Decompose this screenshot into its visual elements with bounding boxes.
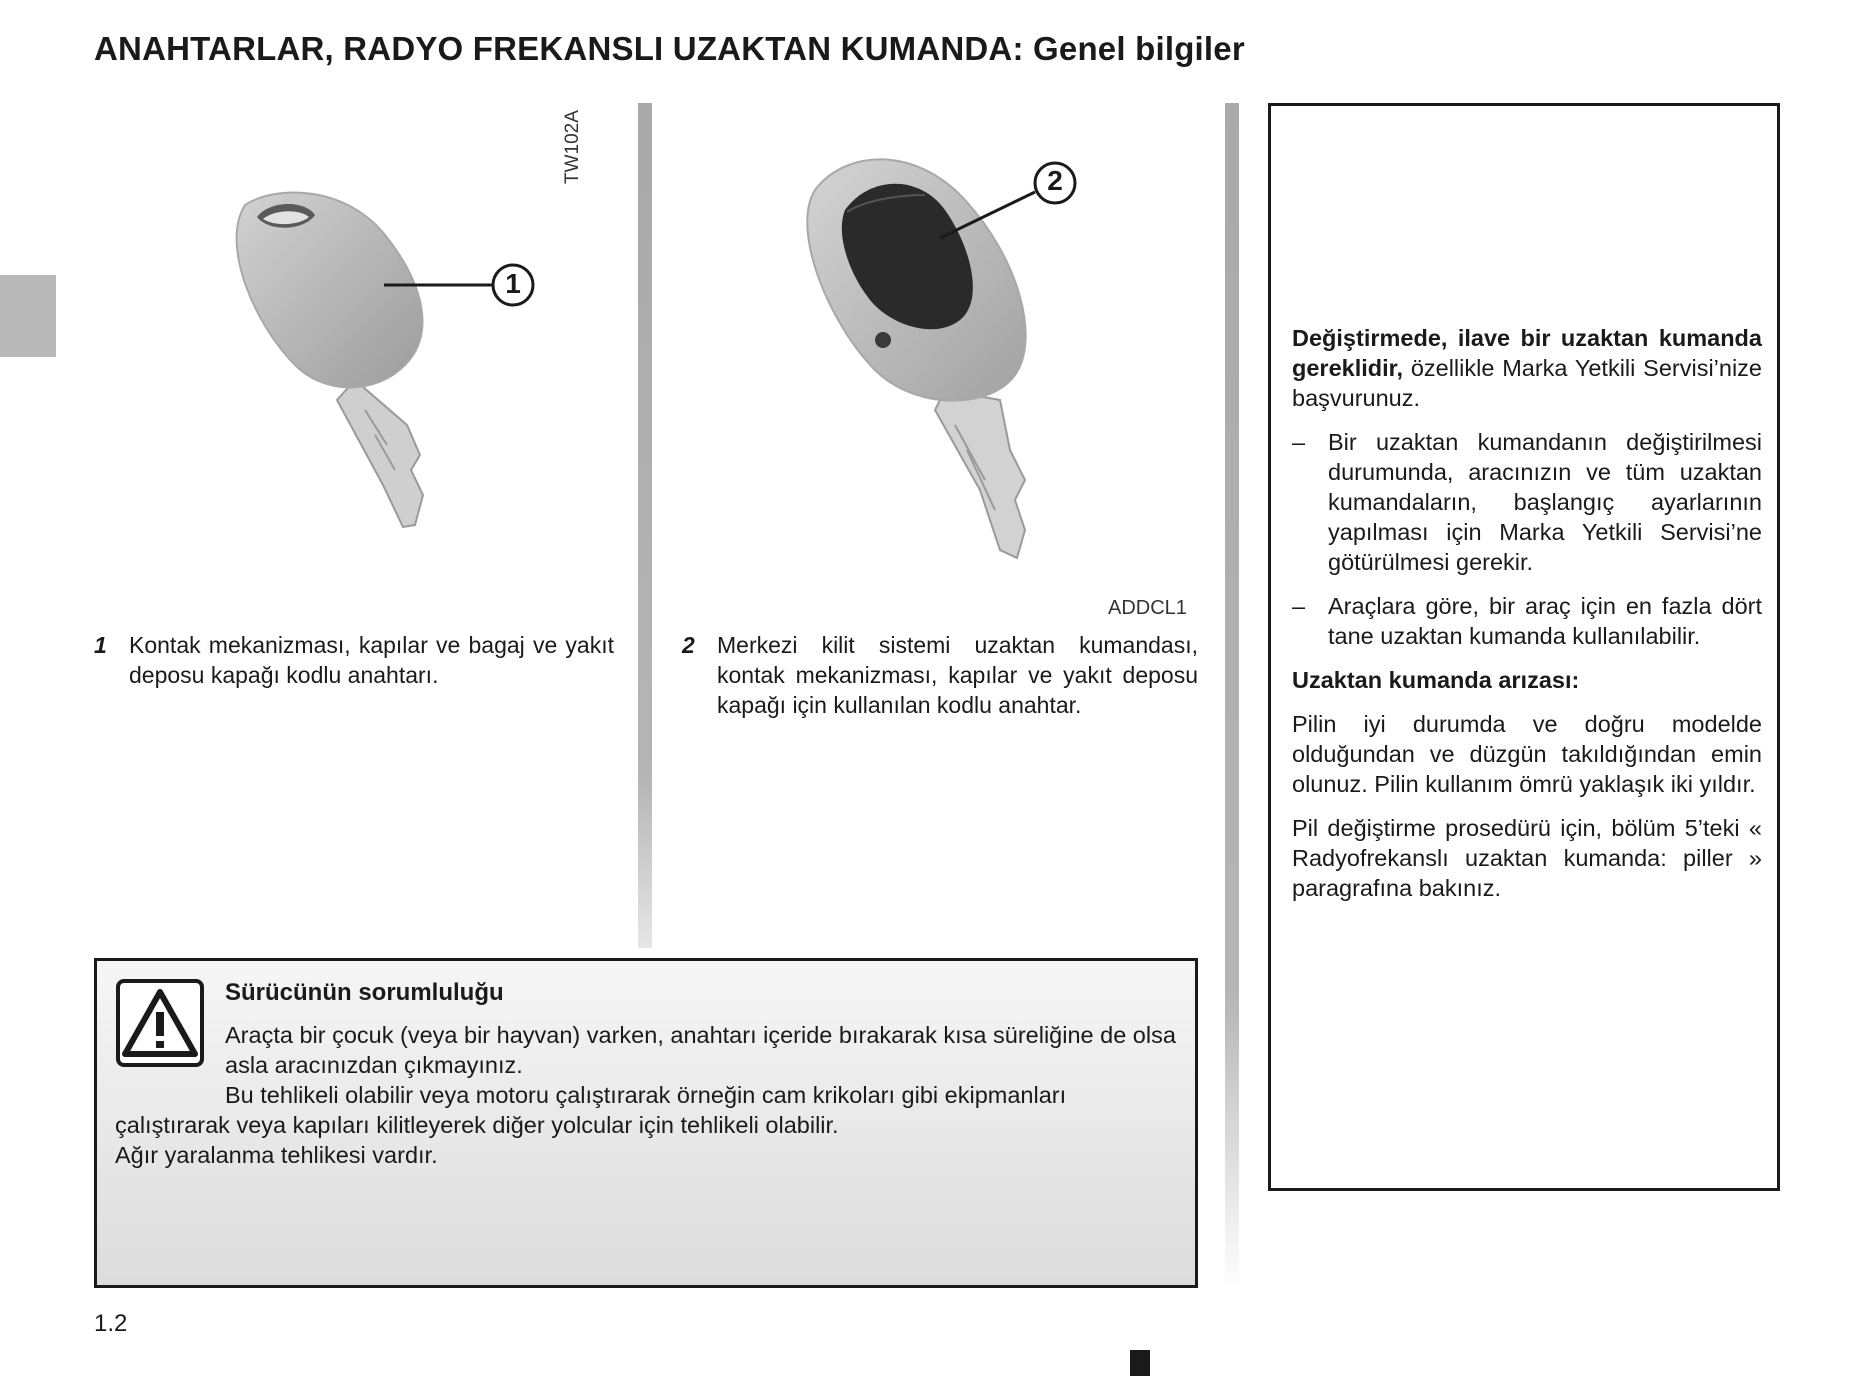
section-tab-marker: [0, 275, 56, 357]
page-number: 1.2: [94, 1310, 128, 1337]
fault-heading: Uzaktan kumanda arızası:: [1292, 667, 1580, 693]
warning-title: Sürücünün sorumluluğu: [225, 979, 504, 1006]
warning-line: Bu tehlikeli olabilir veya motoru çalıştırarak örneğin cam krikoları gibi ekipmanları çalıştırarak veya kapıları kilitleyerek diğer yolcular için tehlikeli olabilir.: [115, 1082, 1067, 1138]
callout-label-2: 2: [1047, 165, 1063, 196]
warning-box: [94, 958, 1198, 1288]
page-title: ANAHTARLAR, RADYO FREKANSLI UZAKTAN KUMANDA: Genel bilgiler: [94, 30, 1245, 67]
figure-caption-1: [94, 630, 614, 690]
page-edge-marker: [1130, 1350, 1150, 1376]
plain-key-illustration: [215, 185, 555, 545]
figure-code: ADDCL1: [1108, 597, 1187, 619]
caption-text: Kontak mekanizması, kapılar ve bagaj ve yakıt deposu kapağı kodlu anahtarı.: [129, 632, 614, 688]
info-intro-bold: Değiştirmede, ilave bir uzaktan kumanda gereklidir,: [1292, 325, 1762, 381]
fault-paragraph-2: Pil değiştirme prosedürü için, bölüm 5’teki « Radyofrekanslı uzaktan kumanda: piller » paragrafına bakınız.: [1292, 815, 1762, 901]
info-intro-rest: özellikle Marka Yetkili Servisi’nize başvurunuz.: [1292, 355, 1762, 411]
warning-line: Ağır yaralanma tehlikesi vardır.: [115, 1142, 438, 1168]
column-divider: [638, 103, 652, 948]
list-item: [1292, 427, 1762, 577]
list-dash: –: [1292, 593, 1306, 619]
list-item-text: Bir uzaktan kumandanın değiştirilmesi durumunda, aracınızın ve tüm uzaktan kumandaların, başlangıç ayarlarının yapılması için Marka Yetkili Servisi’ne götürülmesi gerekir.: [1328, 429, 1762, 575]
figure-code: TW102A: [562, 110, 583, 184]
info-text: [1292, 323, 1762, 917]
column-divider: [1225, 103, 1239, 1288]
figure-caption-2: [682, 630, 1198, 720]
warning-body: [115, 1020, 1181, 1170]
list-item: [1292, 591, 1762, 651]
callout-label-1: 1: [505, 268, 521, 299]
list-item-text: Araçlara göre, bir araç için en fazla dört tane uzaktan kumanda kullanılabilir.: [1328, 593, 1762, 649]
info-intro: [1292, 323, 1762, 413]
caption-text: Merkezi kilit sistemi uzaktan kumandası, kontak mekanizması, kapılar ve yakıt deposu kapağı için kullanılan kodlu anahtar.: [717, 632, 1198, 718]
warning-line: Araçta bir çocuk (veya bir hayvan) varken, anahtarı içeride bırakarak kısa süreliğine de olsa asla aracınızdan çıkmayınız.: [225, 1022, 1176, 1078]
fault-paragraph-1: Pilin iyi durumda ve doğru modelde olduğundan ve düzgün takıldığından emin olunuz. Pilin kullanım ömrü yaklaşık iki yıldır.: [1292, 711, 1762, 797]
caption-number: 1: [94, 632, 107, 658]
list-dash: –: [1292, 429, 1306, 455]
caption-number: 2: [682, 632, 695, 658]
